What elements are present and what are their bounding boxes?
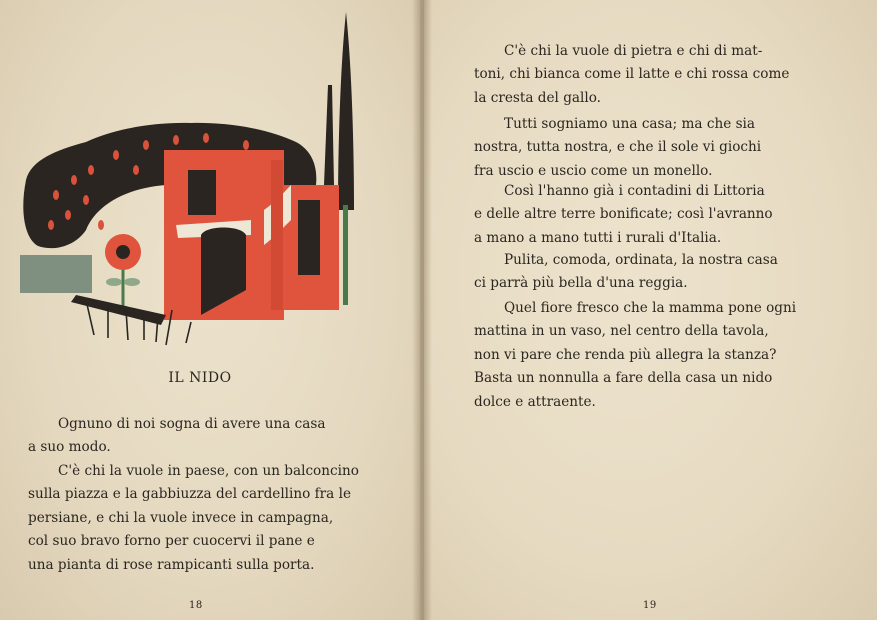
text-line: persiane, e chi la vuole invece in campagna, <box>28 509 334 526</box>
thin-tree <box>324 85 334 185</box>
text-line: sulla piazza e la gabbiuzza del cardellino fra le <box>28 486 351 503</box>
text-line: mattina in un vaso, nel centro della tavola, <box>474 323 769 340</box>
chapter-heading: IL NIDO <box>168 370 232 386</box>
text-line: C'è chi la vuole in paese, con un balconcino <box>58 463 359 479</box>
flower-leaf <box>106 278 122 286</box>
page-number: 18 <box>189 600 203 611</box>
text-line: fra uscio e uscio come un monello. <box>474 162 713 179</box>
text-line: una pianta di rose rampicanti sulla porta. <box>28 556 315 573</box>
text-line: dolce e attraente. <box>474 393 596 410</box>
text-line: Quel fiore fresco che la mamma pone ogni <box>504 300 797 316</box>
left-page <box>0 0 420 620</box>
text-line: Ognuno di noi sogna di avere una casa <box>58 416 326 432</box>
cypress-tree <box>338 12 354 210</box>
text-line: non vi pare che renda più allegra la stanza? <box>474 346 777 363</box>
text-line: a mano a mano tutti i rurali d'Italia. <box>474 229 722 246</box>
text-line: Tutti sogniamo una casa; ma che sia <box>504 116 755 132</box>
right-page <box>424 0 877 620</box>
window-left <box>188 170 216 215</box>
text-line: C'è chi la vuole di pietra e chi di mat- <box>504 43 763 59</box>
text-line: la cresta del gallo. <box>474 89 601 106</box>
page-number: 19 <box>643 600 657 611</box>
paragraph <box>474 180 812 250</box>
text-line: Pulita, comoda, ordinata, la nostra casa <box>504 252 778 268</box>
paragraph <box>28 460 360 577</box>
ground-shadow <box>71 295 166 325</box>
text-line: Così l'hanno già i contadini di Littoria <box>504 183 765 199</box>
cypress-trunk <box>343 205 348 305</box>
text-line: col suo bravo forno per cuocervi il pane e <box>28 533 315 550</box>
flower-leaf <box>124 278 140 286</box>
paragraph <box>474 249 812 296</box>
text-line: nostra, tutta nostra, e che il sole vi giochi <box>474 139 762 156</box>
text-line: Basta un nonnulla a fare della casa un nido <box>474 370 773 387</box>
paragraph <box>474 40 812 110</box>
text-line: e delle altre terre bonificate; così l'avranno <box>474 206 773 223</box>
wall-shadow <box>271 160 283 310</box>
paragraph <box>28 413 360 460</box>
flower-center <box>116 245 130 259</box>
bench <box>20 255 92 293</box>
house-illustration <box>16 10 361 355</box>
text-line: ci parrà più bella d'una reggia. <box>474 275 688 292</box>
window-right <box>298 200 320 275</box>
paragraph <box>474 297 812 414</box>
text-line: toni, chi bianca come il latte e chi rossa come <box>474 66 790 83</box>
paragraph <box>474 113 812 183</box>
book-gutter <box>412 0 432 620</box>
text-line: a suo modo. <box>28 439 111 456</box>
